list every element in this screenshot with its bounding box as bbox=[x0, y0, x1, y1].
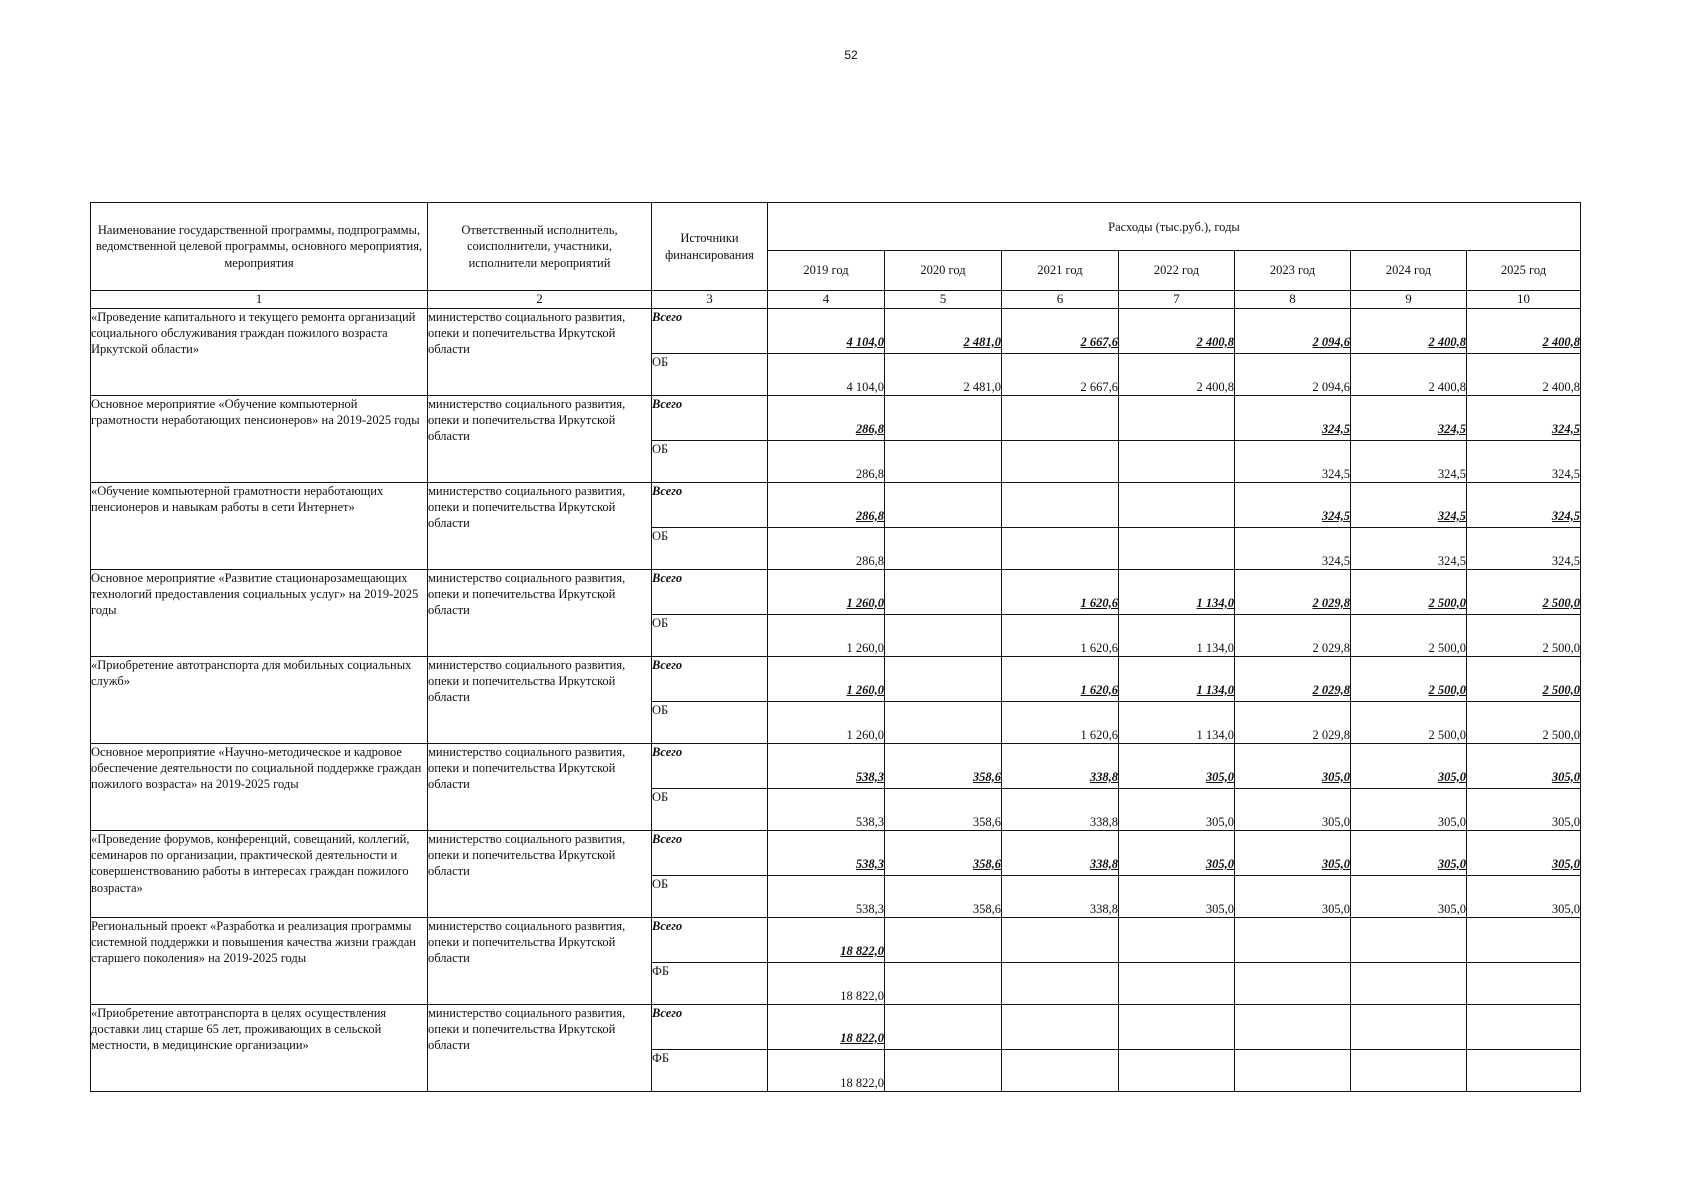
source-value: 2 481,0 bbox=[885, 353, 1002, 395]
source-value bbox=[885, 1049, 1002, 1091]
source-value: 324,5 bbox=[1351, 440, 1467, 482]
total-value: 324,5 bbox=[1467, 395, 1581, 440]
total-value: 1 620,6 bbox=[1002, 656, 1119, 701]
total-value: 305,0 bbox=[1467, 743, 1581, 788]
column-number: 1 bbox=[91, 291, 428, 309]
source-value bbox=[1119, 1049, 1235, 1091]
total-value: 305,0 bbox=[1467, 830, 1581, 875]
source-value: 18 822,0 bbox=[768, 1049, 885, 1091]
total-value bbox=[1467, 917, 1581, 962]
source-value: 324,5 bbox=[1235, 527, 1351, 569]
total-value: 305,0 bbox=[1235, 743, 1351, 788]
source-value: 305,0 bbox=[1119, 788, 1235, 830]
source-total-label: Всего bbox=[652, 395, 768, 440]
col-header-source: Источники финансирования bbox=[652, 203, 768, 291]
total-value: 324,5 bbox=[1351, 395, 1467, 440]
year-header: 2021 год bbox=[1002, 251, 1119, 291]
executor: министерство социального развития, опеки и попечительства Иркутской области bbox=[428, 569, 652, 656]
total-value: 1 260,0 bbox=[768, 569, 885, 614]
source-value: 305,0 bbox=[1235, 788, 1351, 830]
total-value bbox=[1351, 917, 1467, 962]
source-value bbox=[1467, 962, 1581, 1004]
total-value bbox=[1002, 917, 1119, 962]
source-value bbox=[885, 962, 1002, 1004]
total-value bbox=[885, 482, 1002, 527]
source-value bbox=[1235, 962, 1351, 1004]
source-value: 286,8 bbox=[768, 440, 885, 482]
total-value: 2 029,8 bbox=[1235, 569, 1351, 614]
total-value bbox=[1119, 395, 1235, 440]
activity-name: Основное мероприятие «Обучение компьютерной грамотности неработающих пенсионеров» на 2019-2025 годы bbox=[91, 395, 428, 482]
source-value: 1 260,0 bbox=[768, 614, 885, 656]
total-value: 2 500,0 bbox=[1467, 656, 1581, 701]
total-value: 305,0 bbox=[1351, 830, 1467, 875]
source-value: 2 400,8 bbox=[1351, 353, 1467, 395]
total-value: 2 500,0 bbox=[1467, 569, 1581, 614]
source-label: ФБ bbox=[652, 962, 768, 1004]
table-row bbox=[91, 917, 1581, 962]
source-value: 2 500,0 bbox=[1351, 614, 1467, 656]
total-value: 2 481,0 bbox=[885, 308, 1002, 353]
total-value: 2 667,6 bbox=[1002, 308, 1119, 353]
source-value bbox=[1002, 1049, 1119, 1091]
total-value: 1 134,0 bbox=[1119, 569, 1235, 614]
source-label: ОБ bbox=[652, 353, 768, 395]
source-value: 338,8 bbox=[1002, 875, 1119, 917]
budget-table bbox=[90, 202, 1581, 1092]
total-value bbox=[1002, 395, 1119, 440]
total-value: 538,3 bbox=[768, 830, 885, 875]
source-value bbox=[885, 527, 1002, 569]
source-value bbox=[1002, 962, 1119, 1004]
total-value: 358,6 bbox=[885, 743, 1002, 788]
table-row bbox=[91, 308, 1581, 353]
source-value: 1 134,0 bbox=[1119, 614, 1235, 656]
column-number: 10 bbox=[1467, 291, 1581, 309]
activity-name: «Проведение форумов, конференций, совещаний, коллегий, семинаров по организации, практической деятельности и совершенствованию работы в интересах граждан пожилого возраста» bbox=[91, 830, 428, 917]
source-value: 305,0 bbox=[1119, 875, 1235, 917]
table-row bbox=[91, 482, 1581, 527]
source-value: 2 500,0 bbox=[1351, 701, 1467, 743]
source-total-label: Всего bbox=[652, 569, 768, 614]
column-number: 8 bbox=[1235, 291, 1351, 309]
source-value bbox=[1467, 1049, 1581, 1091]
source-label: ОБ bbox=[652, 527, 768, 569]
executor: министерство социального развития, опеки и попечительства Иркутской области bbox=[428, 743, 652, 830]
total-value: 2 500,0 bbox=[1351, 569, 1467, 614]
source-value bbox=[1002, 527, 1119, 569]
total-value: 18 822,0 bbox=[768, 917, 885, 962]
total-value: 2 400,8 bbox=[1351, 308, 1467, 353]
source-value: 305,0 bbox=[1351, 875, 1467, 917]
source-value: 324,5 bbox=[1235, 440, 1351, 482]
source-value: 324,5 bbox=[1467, 440, 1581, 482]
source-total-label: Всего bbox=[652, 1004, 768, 1049]
source-label: ФБ bbox=[652, 1049, 768, 1091]
total-value: 2 094,6 bbox=[1235, 308, 1351, 353]
total-value bbox=[1119, 1004, 1235, 1049]
total-value: 1 134,0 bbox=[1119, 656, 1235, 701]
column-number: 9 bbox=[1351, 291, 1467, 309]
total-value bbox=[1235, 917, 1351, 962]
total-value bbox=[1351, 1004, 1467, 1049]
source-value bbox=[885, 440, 1002, 482]
column-number: 3 bbox=[652, 291, 768, 309]
table-row bbox=[91, 395, 1581, 440]
source-total-label: Всего bbox=[652, 308, 768, 353]
year-header: 2024 год bbox=[1351, 251, 1467, 291]
executor: министерство социального развития, опеки и попечительства Иркутской области bbox=[428, 482, 652, 569]
table-row bbox=[91, 569, 1581, 614]
total-value: 324,5 bbox=[1235, 482, 1351, 527]
total-value bbox=[885, 395, 1002, 440]
total-value: 324,5 bbox=[1351, 482, 1467, 527]
source-value bbox=[1002, 440, 1119, 482]
source-value: 358,6 bbox=[885, 875, 1002, 917]
total-value: 305,0 bbox=[1119, 830, 1235, 875]
source-value: 1 620,6 bbox=[1002, 614, 1119, 656]
source-label: ОБ bbox=[652, 440, 768, 482]
total-value: 305,0 bbox=[1351, 743, 1467, 788]
source-value: 305,0 bbox=[1467, 788, 1581, 830]
total-value: 286,8 bbox=[768, 482, 885, 527]
source-value bbox=[1119, 527, 1235, 569]
source-total-label: Всего bbox=[652, 482, 768, 527]
source-value: 2 400,8 bbox=[1467, 353, 1581, 395]
total-value bbox=[885, 569, 1002, 614]
total-value: 18 822,0 bbox=[768, 1004, 885, 1049]
total-value: 338,8 bbox=[1002, 743, 1119, 788]
source-total-label: Всего bbox=[652, 917, 768, 962]
source-total-label: Всего bbox=[652, 743, 768, 788]
source-value bbox=[1119, 440, 1235, 482]
source-value: 4 104,0 bbox=[768, 353, 885, 395]
total-value bbox=[1002, 482, 1119, 527]
source-value: 538,3 bbox=[768, 788, 885, 830]
column-number: 5 bbox=[885, 291, 1002, 309]
total-value bbox=[1119, 917, 1235, 962]
total-value: 305,0 bbox=[1119, 743, 1235, 788]
column-number: 6 bbox=[1002, 291, 1119, 309]
total-value bbox=[885, 1004, 1002, 1049]
table-row bbox=[91, 1004, 1581, 1049]
total-value bbox=[885, 917, 1002, 962]
total-value: 338,8 bbox=[1002, 830, 1119, 875]
source-value: 324,5 bbox=[1467, 527, 1581, 569]
source-value bbox=[1351, 962, 1467, 1004]
total-value: 305,0 bbox=[1235, 830, 1351, 875]
source-value: 538,3 bbox=[768, 875, 885, 917]
source-value: 2 500,0 bbox=[1467, 614, 1581, 656]
total-value: 324,5 bbox=[1235, 395, 1351, 440]
year-header: 2019 год bbox=[768, 251, 885, 291]
source-value: 2 400,8 bbox=[1119, 353, 1235, 395]
col-header-name: Наименование государственной программы, подпрограммы, ведомственной целевой программы, основного мероприятия, мероприятия bbox=[91, 203, 428, 291]
total-value: 1 620,6 bbox=[1002, 569, 1119, 614]
source-value bbox=[1119, 962, 1235, 1004]
source-value bbox=[1351, 1049, 1467, 1091]
total-value: 2 400,8 bbox=[1467, 308, 1581, 353]
total-value bbox=[1119, 482, 1235, 527]
column-number: 4 bbox=[768, 291, 885, 309]
source-value: 324,5 bbox=[1351, 527, 1467, 569]
source-value: 2 029,8 bbox=[1235, 701, 1351, 743]
executor: министерство социального развития, опеки и попечительства Иркутской области bbox=[428, 656, 652, 743]
source-value: 1 620,6 bbox=[1002, 701, 1119, 743]
source-value: 305,0 bbox=[1351, 788, 1467, 830]
source-label: ОБ bbox=[652, 701, 768, 743]
source-value bbox=[885, 701, 1002, 743]
source-value bbox=[1235, 1049, 1351, 1091]
source-total-label: Всего bbox=[652, 830, 768, 875]
source-value: 1 260,0 bbox=[768, 701, 885, 743]
source-value: 305,0 bbox=[1235, 875, 1351, 917]
source-value: 2 667,6 bbox=[1002, 353, 1119, 395]
total-value: 2 500,0 bbox=[1351, 656, 1467, 701]
activity-name: «Приобретение автотранспорта для мобильных социальных служб» bbox=[91, 656, 428, 743]
executor: министерство социального развития, опеки и попечительства Иркутской области bbox=[428, 830, 652, 917]
total-value: 1 260,0 bbox=[768, 656, 885, 701]
source-total-label: Всего bbox=[652, 656, 768, 701]
total-value: 358,6 bbox=[885, 830, 1002, 875]
year-header: 2023 год bbox=[1235, 251, 1351, 291]
table-row bbox=[91, 743, 1581, 788]
source-value: 2 094,6 bbox=[1235, 353, 1351, 395]
activity-name: «Проведение капитального и текущего ремонта организаций социального обслуживания граждан пожилого возраста Иркутской области» bbox=[91, 308, 428, 395]
column-number: 2 bbox=[428, 291, 652, 309]
col-header-executor: Ответственный исполнитель, соисполнители, участники, исполнители мероприятий bbox=[428, 203, 652, 291]
table-body bbox=[91, 308, 1581, 1091]
year-header: 2022 год bbox=[1119, 251, 1235, 291]
year-header: 2020 год bbox=[885, 251, 1002, 291]
source-label: ОБ bbox=[652, 788, 768, 830]
total-value: 2 400,8 bbox=[1119, 308, 1235, 353]
total-value: 324,5 bbox=[1467, 482, 1581, 527]
year-header: 2025 год bbox=[1467, 251, 1581, 291]
source-value: 286,8 bbox=[768, 527, 885, 569]
source-value: 1 134,0 bbox=[1119, 701, 1235, 743]
column-number: 7 bbox=[1119, 291, 1235, 309]
total-value: 538,3 bbox=[768, 743, 885, 788]
total-value: 286,8 bbox=[768, 395, 885, 440]
table-row bbox=[91, 656, 1581, 701]
activity-name: «Обучение компьютерной грамотности неработающих пенсионеров и навыкам работы в сети Интернет» bbox=[91, 482, 428, 569]
source-value: 338,8 bbox=[1002, 788, 1119, 830]
table-row bbox=[91, 830, 1581, 875]
source-label: ОБ bbox=[652, 875, 768, 917]
col-header-expenses: Расходы (тыс.руб.), годы bbox=[768, 203, 1581, 251]
executor: министерство социального развития, опеки и попечительства Иркутской области bbox=[428, 1004, 652, 1091]
total-value: 2 029,8 bbox=[1235, 656, 1351, 701]
executor: министерство социального развития, опеки и попечительства Иркутской области bbox=[428, 395, 652, 482]
activity-name: «Приобретение автотранспорта в целях осуществления доставки лиц старше 65 лет, проживающих в сельской местности, в медицинские организации» bbox=[91, 1004, 428, 1091]
source-value: 2 500,0 bbox=[1467, 701, 1581, 743]
activity-name: Основное мероприятие «Развитие стационарозамещающих технологий предоставления социальных услуг» на 2019-2025 годы bbox=[91, 569, 428, 656]
source-value: 2 029,8 bbox=[1235, 614, 1351, 656]
page-number: 52 bbox=[844, 48, 858, 62]
total-value bbox=[885, 656, 1002, 701]
total-value bbox=[1235, 1004, 1351, 1049]
total-value bbox=[1467, 1004, 1581, 1049]
source-value: 358,6 bbox=[885, 788, 1002, 830]
total-value: 4 104,0 bbox=[768, 308, 885, 353]
activity-name: Региональный проект «Разработка и реализация программы системной поддержки и повышения качества жизни граждан старшего поколения» на 2019-2025 годы bbox=[91, 917, 428, 1004]
executor: министерство социального развития, опеки и попечительства Иркутской области bbox=[428, 917, 652, 1004]
source-value bbox=[885, 614, 1002, 656]
activity-name: Основное мероприятие «Научно-методическое и кадровое обеспечение деятельности по социальной поддержке граждан пожилого возраста» на 2019-2025 годы bbox=[91, 743, 428, 830]
source-label: ОБ bbox=[652, 614, 768, 656]
executor: министерство социального развития, опеки и попечительства Иркутской области bbox=[428, 308, 652, 395]
source-value: 18 822,0 bbox=[768, 962, 885, 1004]
source-value: 305,0 bbox=[1467, 875, 1581, 917]
total-value bbox=[1002, 1004, 1119, 1049]
table-header bbox=[91, 203, 1581, 309]
